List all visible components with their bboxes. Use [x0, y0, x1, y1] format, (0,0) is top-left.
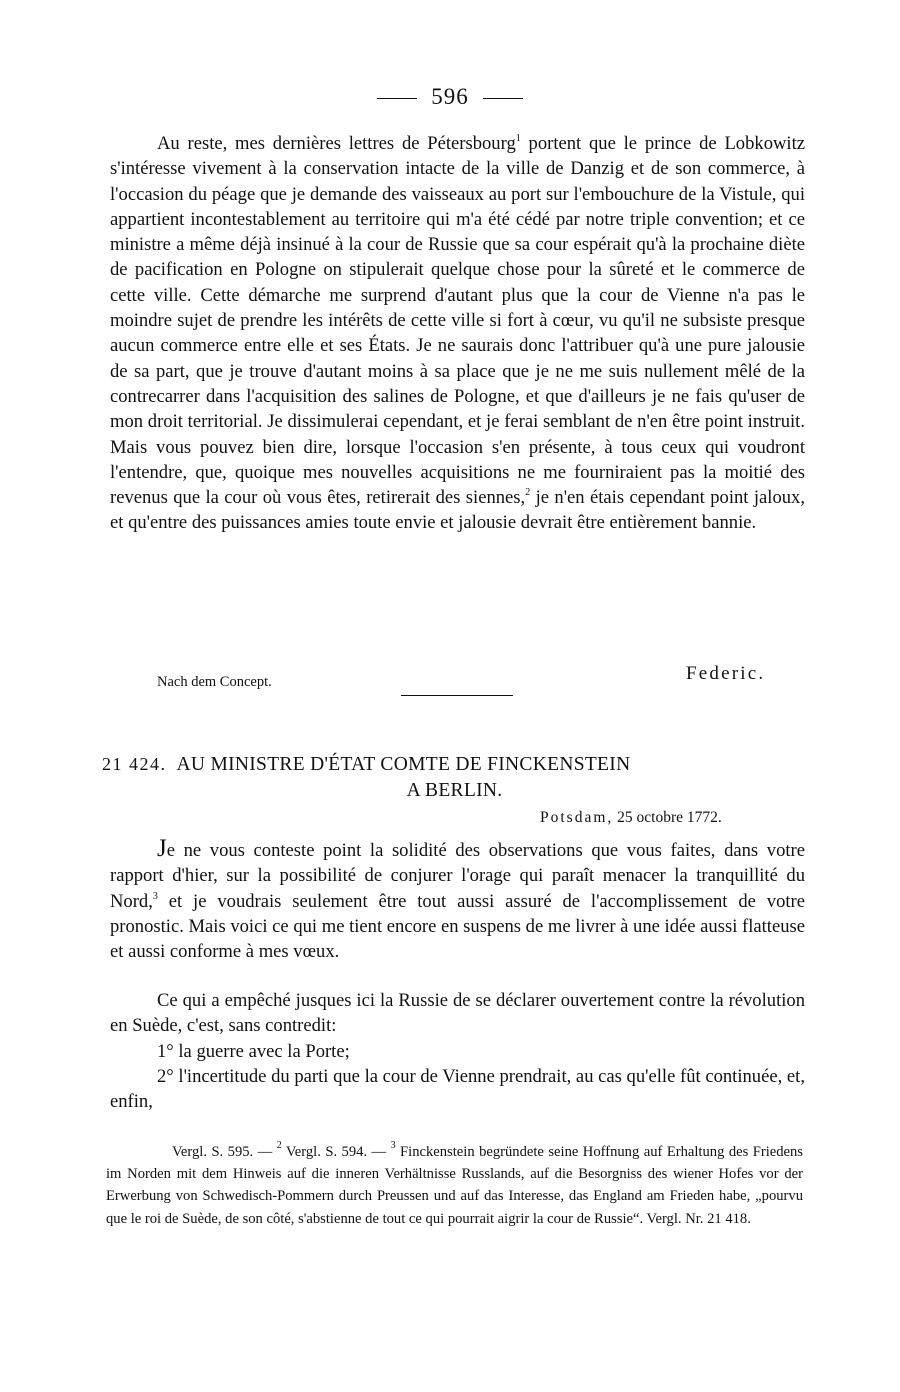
- footnote-2: Vergl. S. 594. —: [281, 1144, 391, 1160]
- letter2-p1-part2: et je voudrais seulement être tout aussi assuré de l'accomplissement de votre pronostic. Mais voici ce qui me tient encore en suspens de me livrer à une idée aussi flatteuse et aussi conforme à mes vœux.: [110, 890, 805, 963]
- letter2-paragraph-3: 1° la guerre avec la Porte;: [157, 1041, 350, 1062]
- section-divider: [401, 695, 513, 696]
- dateline-date: 25 octobre 1772.: [617, 809, 722, 826]
- letter-title-line1: AU MINISTRE D'ÉTAT COMTE DE FINCKENSTEIN: [176, 754, 631, 775]
- dateline: [540, 809, 722, 827]
- source-note: Nach dem Concept.: [157, 674, 272, 690]
- page-number-dash-right: [483, 98, 523, 99]
- footnote-ref-3: 3: [152, 890, 158, 902]
- signature: Federic.: [686, 663, 766, 684]
- letter2-heading: [102, 751, 807, 804]
- letter1-text-part2: portent que le prince de Lobkowitz s'intéresse vivement à la conservation intacte de la ville de Danzig et de son commerce, à l'occasion du péage que je demande des vaisseaux au port sur l'embouchure de la Vistule, qui appartient incontestablement au territoire qui m'a été cédé par notre triple convention; et ce ministre a même déjà insinué à la cour de Russie que sa cour espérait qu'à la prochaine diète de pacification en Pologne on stipulerait quelque chose pour la sûreté et le commerce de cette ville. Cette démarche me surprend d'autant plus que la cour de Vienne n'a pas le moindre sujet de prendre les intérêts de cette ville si fort à cœur, vu qu'il ne subsiste presque aucun commerce entre elle et ses États. Je ne saurais donc l'attribuer qu'à une pure jalousie de sa part, que je trouve d'autant moins à sa place que je ne me suis nullement mêlé de la contrecarrer dans l'acquisition des salines de Pologne, et que d'ailleurs je ne fais qu'user de mon droit territorial. Je dissimulerai cependant, et je ferai semblant de n'en être point instruit. Mais vous pouvez bien dire, lorsque l'occasion s'en présente, à tous ceux qui voudront l'entendre, que, quoique mes nouvelles acquisitions ne me fourniraient pas la moitié des revenus que la cour où vous êtes, retirerait des siennes,: [110, 133, 805, 509]
- page-number-dash-left: [377, 98, 417, 99]
- footnote-1: Vergl. S. 595. —: [172, 1144, 277, 1160]
- footnote-2-mark: 2: [276, 1140, 282, 1151]
- page-number-text: 596: [431, 84, 469, 109]
- footnotes: [106, 1141, 803, 1230]
- page-number: [0, 84, 900, 110]
- footnote-3-mark: 3: [390, 1140, 396, 1151]
- letter1-text-part1: Au reste, mes dernières lettres de Pétersbourg: [157, 133, 516, 154]
- letter2-p1-part1: e ne vous conteste point la solidité des observations que vous faites, dans votre rapport d'hier, sur la possibilité de conjurer l'orage qui paraît menacer la tranquillité du Nord,: [110, 840, 805, 912]
- dateline-place: Potsdam,: [540, 809, 614, 826]
- letter2-paragraph-2: Ce qui a empêché jusques ici la Russie de se déclarer ouvertement contre la révolution en Suède, c'est, sans contredit:: [110, 990, 805, 1037]
- footnote-ref-2: 2: [525, 487, 531, 499]
- initial-letter: J: [157, 835, 167, 862]
- letter2-paragraph-1: [110, 836, 805, 964]
- letter1-paragraph: [110, 131, 805, 536]
- footnote-text: [106, 1141, 803, 1230]
- letter2-paragraph-4: 2° l'incertitude du parti que la cour de Vienne prendrait, au cas qu'elle fût continuée, et, enfin,: [110, 1066, 805, 1113]
- letter1-text-part3: je n'en étais cependant point jaloux, et qu'entre des puissances amies toute envie et jalousie devrait être entièrement bannie.: [110, 487, 805, 534]
- letter-number: 21 424.: [102, 754, 167, 774]
- footnote-ref-1: 1: [515, 133, 521, 144]
- footnote-3: Finckenstein begründete seine Hoffnung auf Erhaltung des Friedens im Norden mit dem Hinweis auf die inneren Verhältnisse Russlands, auf die Besorgniss des wiener Hofes vor der Erwerbung von Schwedisch-Pommern durch Preussen und auf das Interesse, das England am Frieden habe, „pourvu que le roi de Suède, de son côté, s'abstienne de tout ce qui pourrait aigrir la cour de Russie“. Vergl. Nr. 21 418.: [106, 1144, 803, 1227]
- letter-title-line2: A BERLIN.: [406, 780, 503, 801]
